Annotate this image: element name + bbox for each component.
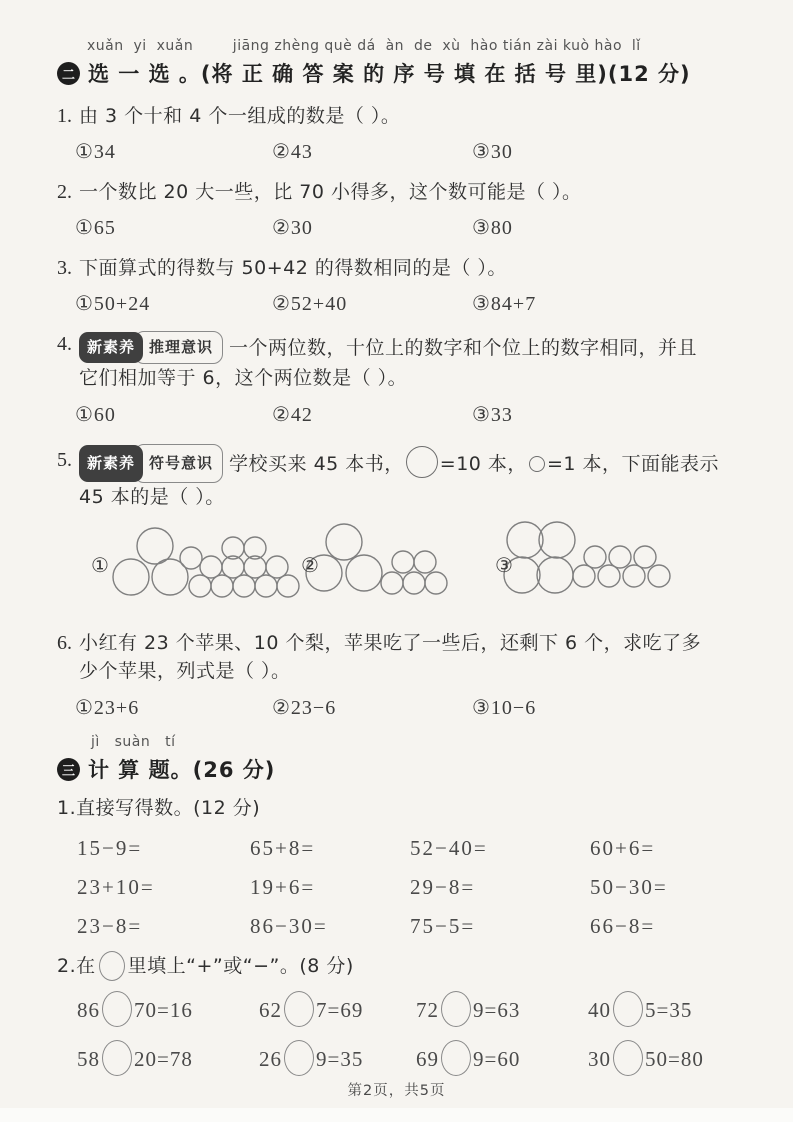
fill-row-2: [77, 1039, 743, 1079]
diagram-circle: [573, 565, 595, 587]
fill-left: 86: [77, 998, 100, 1022]
question-2-options: [75, 215, 743, 240]
diagram-circle: [211, 575, 233, 597]
calc-subtask-2-post: 里填上“+”或“−”。(8 分): [127, 955, 354, 977]
option: ②43: [272, 141, 313, 163]
question-1-text: 由 3 个十和 4 个一组成的数是（ ）。: [79, 105, 401, 127]
fill-blank-circle: [102, 991, 132, 1027]
diagram-circle: [189, 575, 211, 597]
diagram-circle: [113, 559, 149, 595]
diagram-circle: [537, 557, 573, 593]
section-choice-pinyin: xuǎn yi xuǎn jiāng zhèng què dá àn de xù hào tián zài kuò hào lǐ: [87, 38, 641, 54]
question-5-number: 5.: [57, 449, 72, 471]
question-4: [57, 331, 743, 364]
fill-equation: [259, 990, 416, 1030]
section-choice-title: 选 一 选 。(将 正 确 答 案 的 序 号 填 在 括 号 里)(12 分): [88, 62, 691, 86]
fill-equation: [77, 1039, 259, 1079]
question-3: [57, 255, 743, 282]
diagram-circle: [266, 556, 288, 578]
diagram-circle: [539, 522, 575, 558]
option: ②23−6: [272, 697, 337, 719]
fill-left: 69: [416, 1047, 439, 1071]
diagram-circle: [277, 575, 299, 597]
section-three-marker-icon: 三: [57, 758, 80, 781]
question-2-number: 2.: [57, 181, 72, 203]
question-4-number: 4.: [57, 333, 72, 355]
fill-right: 7=69: [316, 998, 364, 1022]
fill-left: 30: [588, 1047, 611, 1071]
option: ②30: [272, 217, 313, 239]
question-4-text: 一个两位数，十位上的数字和个位上的数字相同，并且: [229, 337, 698, 359]
calc-subtask-2-title: [57, 951, 743, 981]
calc-expression: 86−30=: [250, 914, 328, 938]
option: ①65: [75, 217, 116, 239]
fill-equation: [77, 990, 259, 1030]
diagram-circle: [403, 572, 425, 594]
fill-blank-circle: [441, 991, 471, 1027]
small-circle-symbol: [529, 456, 545, 472]
calc-expression: 52−40=: [410, 836, 488, 860]
question-3-number: 3.: [57, 257, 72, 279]
diagram-circle: [648, 565, 670, 587]
fill-right: 20=78: [134, 1047, 193, 1071]
page-footer: 第2页，共5页: [347, 1083, 446, 1099]
question-5: [57, 444, 743, 483]
question-5-answer-diagrams: [67, 520, 743, 619]
fill-right: 5=35: [645, 998, 693, 1022]
question-5-text-part2: =10 本，: [439, 453, 527, 475]
question-3-text: 下面算式的得数与 50+42 的得数相同的是（ ）。: [79, 257, 507, 279]
fill-circle-symbol: [99, 951, 125, 981]
calc-row-1: [77, 835, 743, 861]
calc-row-3: [77, 913, 743, 939]
option: ③80: [472, 217, 513, 239]
diagram-circle: [392, 551, 414, 573]
section-two-marker-icon: 二: [57, 62, 80, 85]
option: ②52+40: [272, 293, 348, 315]
fill-right: 70=16: [134, 998, 193, 1022]
calc-expression: 23+10=: [77, 875, 155, 899]
fill-left: 40: [588, 998, 611, 1022]
diagram-circle: [609, 546, 631, 568]
calc-expression: 66−8=: [590, 914, 656, 938]
section-choice-header: [57, 58, 743, 88]
diagram-circle: [634, 546, 656, 568]
fill-row-1: [77, 990, 743, 1030]
calc-subtask-2-pre: 2.在: [57, 955, 96, 977]
calc-subtask-1-text: 1.直接写得数。(12 分): [57, 797, 261, 819]
calc-expression: 19+6=: [250, 875, 316, 899]
big-circle-symbol: [406, 446, 438, 478]
question-6-line1: 小红有 23 个苹果、10 个梨，苹果吃了一些后，还剩下 6 个，求吃了多: [79, 632, 702, 654]
option: ①50+24: [75, 293, 151, 315]
option: ③10−6: [472, 697, 537, 719]
question-4-line1: [79, 331, 697, 364]
calc-expression: 50−30=: [590, 875, 668, 899]
question-1: [57, 103, 743, 130]
question-5-text-part1: 学校买来 45 本书，: [229, 453, 404, 475]
question-6-line2: 少个苹果，列式是（ ）。: [79, 660, 291, 682]
fill-blank-circle: [441, 1040, 471, 1076]
diagram-circle: [255, 575, 277, 597]
fill-left: 58: [77, 1047, 100, 1071]
question-1-number: 1.: [57, 105, 72, 127]
question-6-options: [75, 695, 743, 720]
fill-equation: [588, 1039, 704, 1079]
option: ②42: [272, 404, 313, 426]
calc-expression: 15−9=: [77, 836, 143, 860]
option: ③30: [472, 141, 513, 163]
fill-blank-circle: [613, 991, 643, 1027]
fill-left: 72: [416, 998, 439, 1022]
calc-expression: 23−8=: [77, 914, 143, 938]
fill-equation: [416, 990, 588, 1030]
new-literacy-badge: 新素养: [79, 445, 143, 482]
fill-blank-circle: [284, 1040, 314, 1076]
fill-equation: [588, 990, 692, 1030]
question-1-options: [75, 139, 743, 164]
diagram-circle: [507, 522, 543, 558]
calc-expression: 60+6=: [590, 836, 656, 860]
fill-blank-circle: [613, 1040, 643, 1076]
section-calc-header: [57, 754, 743, 784]
calc-subtask-1-title: [57, 795, 743, 822]
section-calc-title: 计 算 题。(26 分): [88, 758, 276, 782]
fill-blank-circle: [102, 1040, 132, 1076]
new-literacy-badge: 新素养: [79, 332, 143, 363]
question-5-line2: 45 本的是（ ）。: [79, 486, 225, 508]
diagram-circle: [233, 575, 255, 597]
fill-right: 9=35: [316, 1047, 364, 1071]
calc-expression: 65+8=: [250, 836, 316, 860]
question-4-options: [75, 402, 743, 427]
calc-row-2: [77, 874, 743, 900]
option: ①23+6: [75, 697, 140, 719]
question-5-line1: [79, 444, 719, 483]
fill-left: 26: [259, 1047, 282, 1071]
option: ①60: [75, 404, 116, 426]
diagram-option-label: ①: [91, 555, 109, 577]
diagram-circle: [584, 546, 606, 568]
question-5-text-part3: =1 本，下面能表示: [546, 453, 719, 475]
question-2-text: 一个数比 20 大一些，比 70 小得多，这个数可能是（ ）。: [79, 181, 582, 203]
section-calc-pinyin: jì suàn tí: [91, 734, 176, 750]
diagram-option-label: ②: [301, 555, 319, 577]
diagram-circle: [425, 572, 447, 594]
diagram-circle: [180, 547, 202, 569]
scan-bottom-strip: [0, 1108, 793, 1122]
diagram-circle: [598, 565, 620, 587]
fill-right: 9=60: [473, 1047, 521, 1071]
option: ①34: [75, 141, 116, 163]
fill-equation: [416, 1039, 588, 1079]
fill-blank-circle: [284, 991, 314, 1027]
option: ③33: [472, 404, 513, 426]
fill-equation: [259, 1039, 416, 1079]
fill-right: 50=80: [645, 1047, 704, 1071]
diagram-option-label: ③: [495, 555, 513, 577]
question-2: [57, 179, 743, 206]
diagram-circle: [326, 524, 362, 560]
question-6-number: 6.: [57, 632, 72, 654]
question-3-options: [75, 291, 743, 316]
diagram-circle: [346, 555, 382, 591]
diagram-circle: [200, 556, 222, 578]
fill-left: 62: [259, 998, 282, 1022]
diagram-circle: [414, 551, 436, 573]
q5-diagram: [67, 520, 767, 615]
calc-expression: 29−8=: [410, 875, 476, 899]
reasoning-awareness-badge: 推理意识: [134, 331, 223, 364]
diagram-circle: [381, 572, 403, 594]
fill-right: 9=63: [473, 998, 521, 1022]
question-4-line2: 它们相加等于 6，这个两位数是（ ）。: [79, 367, 408, 389]
question-6: [57, 630, 743, 657]
calc-expression: 75−5=: [410, 914, 476, 938]
option: ③84+7: [472, 293, 537, 315]
symbol-awareness-badge: 符号意识: [134, 444, 223, 483]
diagram-circle: [623, 565, 645, 587]
